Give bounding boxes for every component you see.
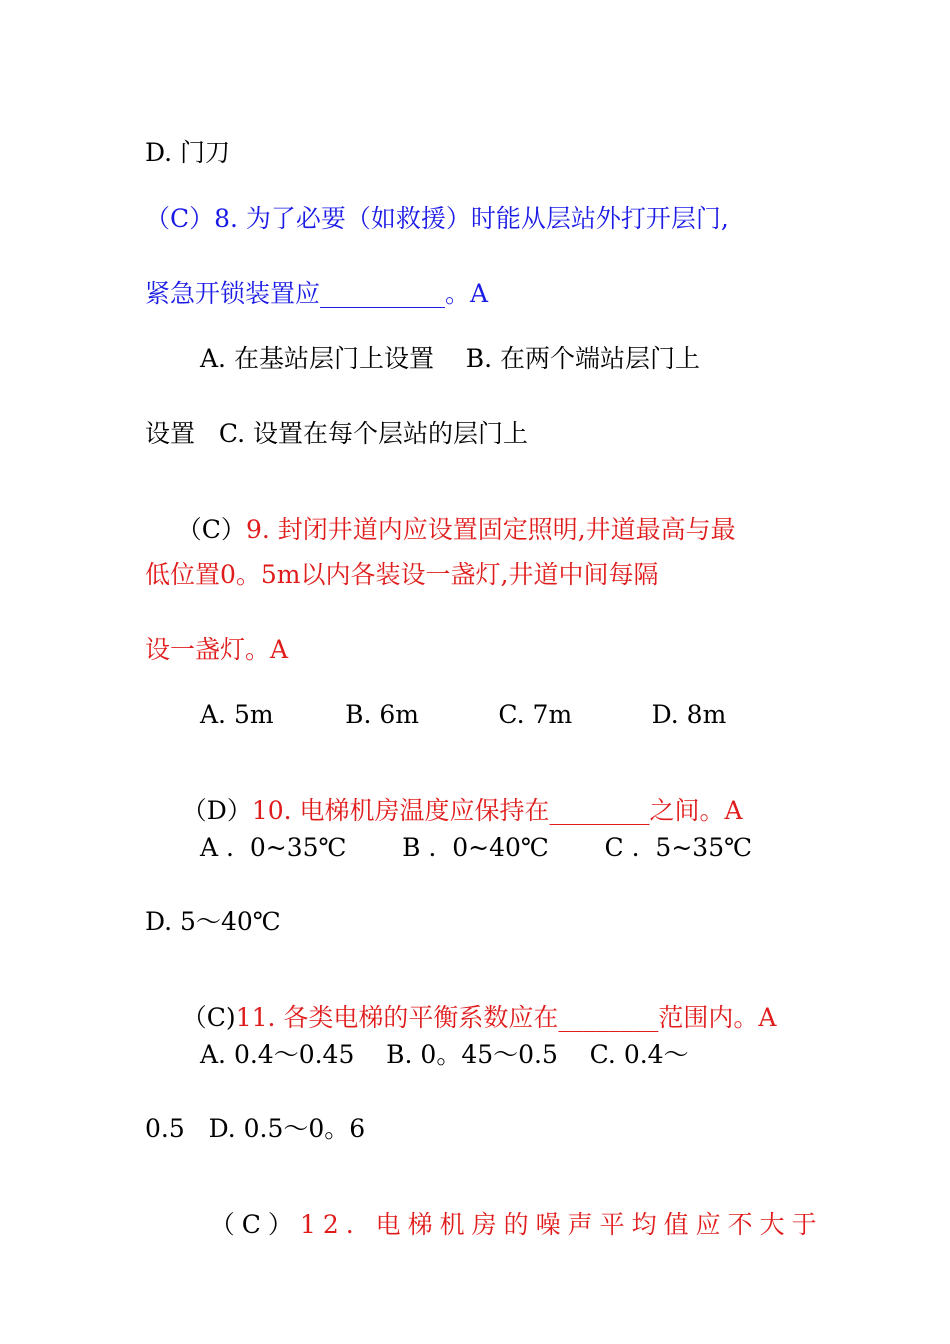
question-12-line-1 [150,1180,824,1270]
question-8-options-line-2: 设置 C. 设置在每个层站的层门上 [145,419,528,448]
question-9-line-2: 低位置0。5m以内各装设一盏灯,井道中间每隔 [145,560,659,589]
question-text: 9. 封闭井道内应设置固定照明,井道最高与最 [245,515,736,544]
question-text: 10. 电梯机房温度应保持在________之间。A [251,796,743,825]
question-11-options-line-2: 0.5 D. 0.5～0。6 [145,1114,366,1143]
question-8-options-line-1: A. 在基站层门上设置 B. 在两个端站层门上 [200,344,701,373]
question-10-options-line-2: D. 5～40℃ [145,907,281,936]
question-10-options-line-1: A . 0~35℃ B . 0~40℃ C . 5~35℃ [200,833,753,862]
question-8-line-2: 紧急开锁装置应__________。A [145,279,489,308]
option-d-line: D. 门刀 [145,138,231,167]
answer-prefix: （C) [181,1003,236,1032]
question-11-options-line-1: A. 0.4～0.45 B. 0。45～0.5 C. 0.4～ [200,1040,689,1069]
answer-prefix: （C） [176,515,246,544]
question-text: 12. 电梯机房的噪声平均值应不大于 [299,1210,824,1239]
question-8-line-1: （C）8. 为了必要（如救援）时能从层站外打开层门, [145,204,729,233]
answer-prefix: （C） [209,1210,300,1239]
question-9-line-3: 设一盏灯。A [145,635,289,664]
question-text: 11. 各类电梯的平衡系数应在________范围内。A [235,1003,777,1032]
answer-prefix: （D） [181,796,252,825]
question-9-options: A. 5m B. 6m C. 7m D. 8m [200,700,727,729]
